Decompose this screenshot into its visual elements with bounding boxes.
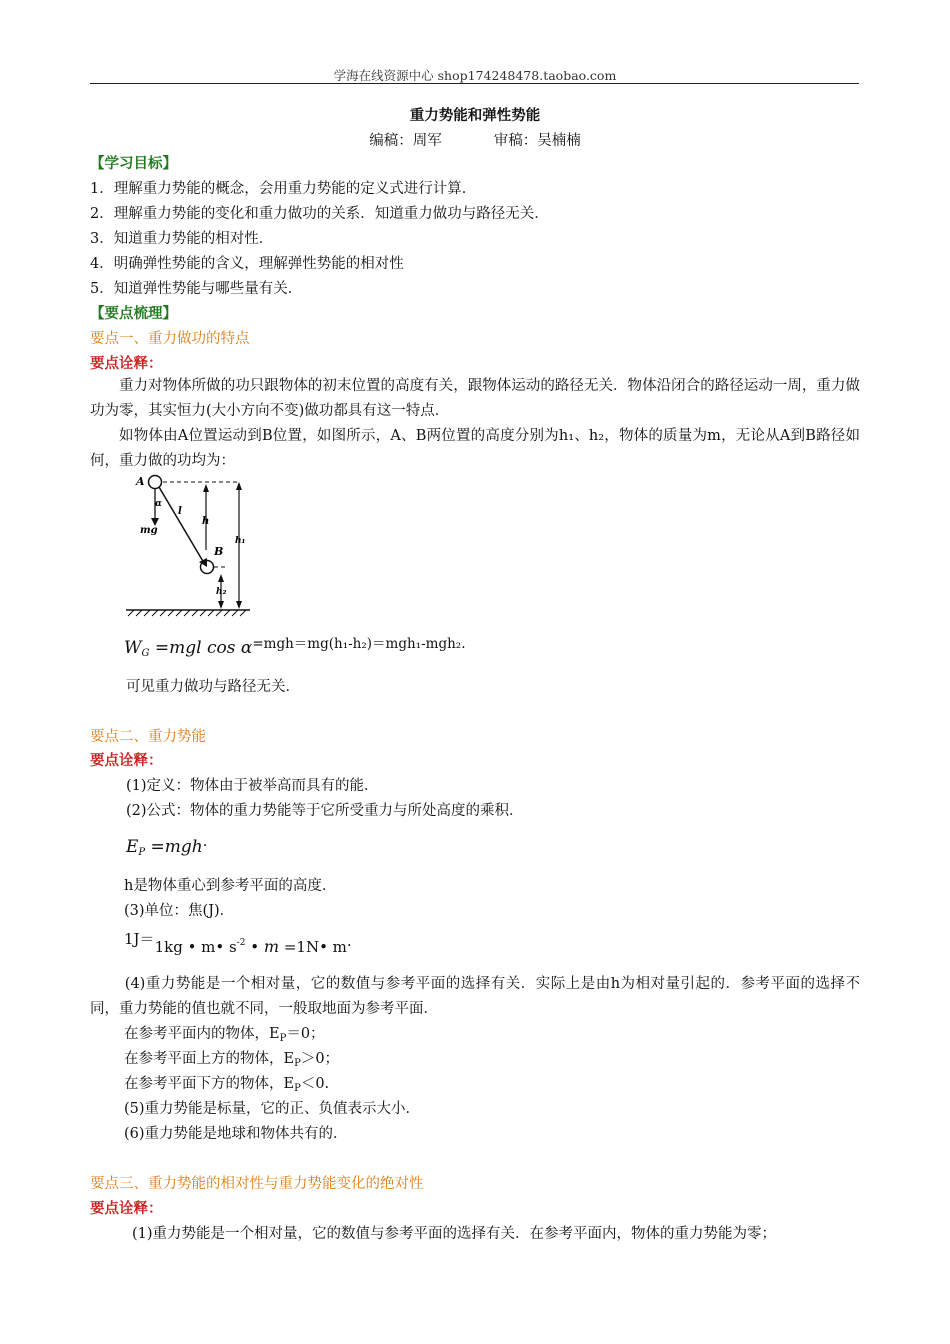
- unit-eq-d: =1N• m: [279, 938, 347, 956]
- ground-hatch: [128, 610, 246, 616]
- relative-paragraph: (4)重力势能是一个相对量，它的数值与参考平面的选择有关．实际上是由h为相对量引起的．参考平面的选择不同，重力势能的值也就不同，一般取地面为参考平面．: [90, 976, 860, 1017]
- label-alpha: α: [155, 499, 162, 509]
- goal-item: 2．理解重力势能的变化和重力做功的关系．知道重力做功与路径无关．: [90, 206, 549, 222]
- scalar-note: (5)重力势能是标量，它的正、负值表示大小．: [124, 1101, 421, 1117]
- label-h: h: [202, 516, 210, 527]
- goal-item: 1．理解重力势能的概念，会用重力势能的定义式进行计算．: [90, 181, 477, 197]
- h-arrowhead-up: [203, 484, 209, 492]
- explain-label: 要点诠释：: [90, 752, 163, 769]
- label-h1: h₁: [235, 536, 246, 546]
- ep-formula: [126, 834, 207, 858]
- point2-heading: 要点二、重力势能: [90, 729, 206, 745]
- explain-label: 要点诠释：: [90, 1200, 163, 1217]
- ep-rhs: =mgh: [145, 837, 203, 857]
- point3-paragraph: (1)重力势能是一个相对量，它的数值与参考平面的选择有关．在参考平面内，物体的重力势能为零；: [132, 1226, 777, 1242]
- h-meaning: h是物体重心到参考平面的高度．: [124, 878, 337, 894]
- unit-equation: [124, 928, 352, 956]
- h1-arrowhead-up: [236, 482, 242, 490]
- h1-arrowhead-down: [236, 601, 242, 609]
- point1-heading: 要点一、重力做功的特点: [90, 331, 250, 347]
- explain-label: 要点诠释：: [90, 355, 163, 372]
- ep-dot: .: [202, 834, 208, 850]
- label-b: B: [214, 545, 224, 558]
- point1-paragraph-2: 如物体由A位置运动到B位置，如图所示，A、B两位置的高度分别为h₁、h₂，物体的质量为m，无论从A到B路径如何，重力做的功均为：: [90, 428, 860, 469]
- goals-heading: 【学习目标】: [90, 155, 177, 172]
- unit-eq-b: 1kg • m• s: [154, 938, 237, 956]
- label-h2: h₂: [216, 587, 227, 597]
- point2-formula-text: (2)公式：物体的重力势能等于它所受重力与所处高度的乘积．: [126, 803, 524, 819]
- summary-heading: 【要点梳理】: [90, 305, 177, 322]
- ep-lhs: E: [126, 837, 139, 857]
- goal-item: 5．知道弹性势能与哪些量有关．: [90, 281, 303, 297]
- h2-arrowhead-down: [218, 601, 224, 609]
- unit-eq-a: 1J＝: [124, 930, 155, 948]
- goal-item: 4．明确弹性势能的含义，理解弹性势能的相对性: [90, 256, 404, 272]
- doc-title: 重力势能和弹性势能: [409, 107, 541, 124]
- work-mid: =mgl cos α: [149, 638, 253, 658]
- point1-conclusion: 可见重力做功与路径无关．: [126, 679, 300, 695]
- case-above-plane: 在参考平面上方的物体，$E_P>0$；: [124, 1051, 340, 1069]
- work-lhs: W: [124, 638, 142, 658]
- goal-item: 3．知道重力势能的相对性．: [90, 231, 274, 247]
- reviewer: 审稿：吴楠楠: [493, 133, 581, 149]
- unit-eq-sup: -2: [236, 938, 246, 948]
- case-below-plane: 在参考平面下方的物体，$E_P<0$.: [124, 1076, 330, 1094]
- ball-a: [149, 476, 162, 489]
- unit-line: (3)单位：焦(J)．: [124, 903, 235, 919]
- label-mg: mg: [140, 525, 158, 536]
- header-rule: [90, 83, 859, 84]
- work-rhs: =mgh＝mg(h₁-h₂)＝mgh₁-mgh₂.: [252, 636, 466, 652]
- label-a: A: [136, 475, 145, 488]
- work-formula: [124, 632, 466, 659]
- doc-authors: [0, 129, 950, 150]
- point1-paragraph: 重力对物体所做的功只跟物体的初末位置的高度有关，跟物体运动的路径无关．物体沿闭合的路径运动一周，重力做功为零，其实恒力(大小方向不变)做功都具有这一特点．: [90, 378, 860, 419]
- h2-arrowhead-up: [218, 574, 224, 582]
- unit-eq-c: •: [245, 938, 264, 956]
- point2-definition: (1)定义：物体由于被举高而具有的能．: [126, 778, 379, 794]
- editor: 编稿：周军: [369, 133, 442, 149]
- work-lhs-sub: G: [141, 648, 150, 659]
- ep-sub: P: [138, 847, 146, 858]
- pendulum-diagram: [118, 470, 258, 618]
- point3-heading: 要点三、重力势能的相对性与重力势能变化的绝对性: [90, 1176, 424, 1192]
- page-header: 学海在线资源中心 shop174248478.taobao.com: [333, 68, 617, 83]
- unit-eq-m: m: [263, 937, 280, 956]
- path-l: [159, 487, 204, 563]
- shared-note: (6)重力势能是地球和物体共有的．: [124, 1126, 348, 1142]
- unit-eq-dot: .: [346, 932, 352, 950]
- case-in-plane: 在参考平面内的物体，$E_P=0$；: [124, 1026, 325, 1044]
- label-l: l: [178, 506, 182, 517]
